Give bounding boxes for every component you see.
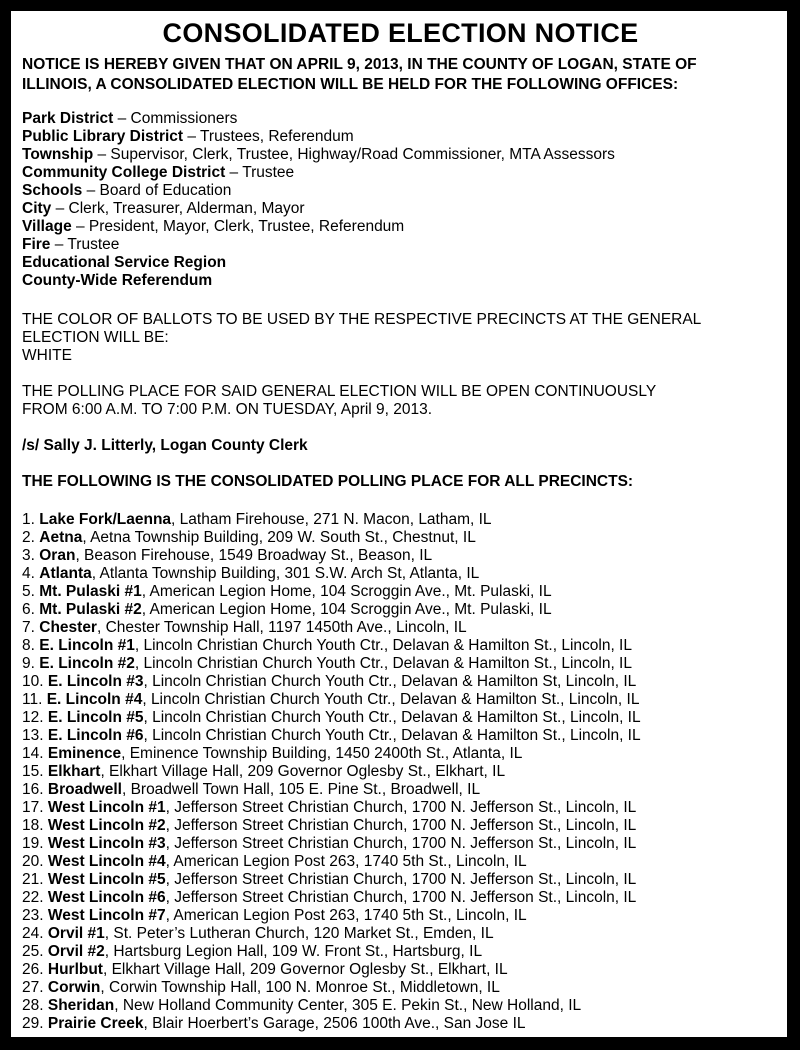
precinct-number: 13. [22, 727, 44, 744]
precinct-name: Mt. Pulaski #2 [39, 601, 142, 618]
precinct-item [22, 889, 779, 907]
office-name: City [22, 200, 52, 217]
precinct-number: 27. [22, 979, 44, 996]
office-item [22, 218, 779, 236]
intro-line: NOTICE IS HEREBY GIVEN THAT ON APRIL 9, 2013, IN THE COUNTY OF LOGAN, STATE OF [22, 56, 697, 73]
precinct-location: , Lincoln Christian Church Youth Ctr., Delavan & Hamilton St, Lincoln, IL [143, 673, 637, 690]
office-roles: – Trustee [225, 164, 295, 181]
precinct-number: 5. [22, 583, 35, 600]
precinct-number: 14. [22, 745, 44, 762]
precinct-name: West Lincoln #1 [47, 799, 166, 816]
precinct-number: 16. [22, 781, 44, 798]
precinct-item [22, 961, 779, 979]
precinct-name: E. Lincoln #2 [39, 655, 135, 672]
ballot-color-line: ELECTION WILL BE: [22, 329, 169, 346]
precinct-location: , American Legion Home, 104 Scroggin Ave., Mt. Pulaski, IL [141, 583, 552, 600]
precinct-location: , American Legion Post 263, 1740 5th St., Lincoln, IL [165, 907, 527, 924]
precinct-location: , Lincoln Christian Church Youth Ctr., Delavan & Hamilton St., Lincoln, IL [134, 637, 632, 654]
office-roles: – Trustee [50, 236, 120, 253]
office-item [22, 128, 779, 146]
precinct-location: , Aetna Township Building, 209 W. South St., Chestnut, IL [82, 529, 476, 546]
precinct-location: , Jefferson Street Christian Church, 1700 N. Jefferson St., Lincoln, IL [165, 835, 637, 852]
precinct-name: Corwin [47, 979, 101, 996]
precinct-number: 3. [22, 547, 35, 564]
precinct-item [22, 871, 779, 889]
precinct-name: West Lincoln #7 [47, 907, 166, 924]
precinct-item [22, 979, 779, 997]
precinct-location: , Lincoln Christian Church Youth Ctr., Delavan & Hamilton St., Lincoln, IL [143, 727, 641, 744]
precinct-name: E. Lincoln #6 [47, 727, 144, 744]
clerk-signature: /s/ Sally J. Litterly, Logan County Clerk [22, 437, 308, 454]
precinct-item [22, 529, 779, 547]
office-item [22, 236, 779, 254]
precinct-number: 29. [22, 1015, 44, 1032]
precinct-number: 23. [22, 907, 44, 924]
office-name: Village [22, 218, 72, 235]
precinct-number: 25. [22, 943, 44, 960]
office-roles: – Commissioners [113, 110, 238, 127]
precinct-item [22, 673, 779, 691]
precinct-item [22, 583, 779, 601]
office-roles: – Trustees, Referendum [183, 128, 354, 145]
precinct-item [22, 511, 779, 529]
office-item [22, 164, 779, 182]
office-roles: – Clerk, Treasurer, Alderman, Mayor [51, 200, 305, 217]
precinct-name: Oran [39, 547, 76, 564]
precinct-number: 2. [22, 529, 35, 546]
precinct-number: 24. [22, 925, 44, 942]
precinct-item [22, 835, 779, 853]
precinct-name: Chester [39, 619, 97, 636]
precinct-name: Atlanta [39, 565, 92, 582]
precinct-location: , Broadwell Town Hall, 105 E. Pine St., Broadwell, IL [121, 781, 481, 798]
precinct-name: Elkhart [47, 763, 101, 780]
precinct-item [22, 547, 779, 565]
precinct-item [22, 925, 779, 943]
office-item [22, 272, 779, 290]
precinct-name: Mt. Pulaski #1 [39, 583, 142, 600]
office-item [22, 110, 779, 128]
precinct-name: E. Lincoln #1 [39, 637, 135, 654]
precinct-number: 6. [22, 601, 35, 618]
precinct-name: E. Lincoln #4 [46, 691, 143, 708]
page-title: CONSOLIDATED ELECTION NOTICE [162, 18, 639, 48]
precinct-location: , Eminence Township Building, 1450 2400th St., Atlanta, IL [121, 745, 523, 762]
precinct-number: 1. [22, 511, 35, 528]
precinct-number: 19. [22, 835, 44, 852]
precinct-location: , American Legion Home, 104 Scroggin Ave., Mt. Pulaski, IL [141, 601, 552, 618]
precinct-location: , Beason Firehouse, 1549 Broadway St., Beason, IL [75, 547, 433, 564]
precinct-number: 11. [22, 691, 43, 708]
intro-paragraph [22, 55, 779, 95]
precinct-number: 10. [22, 673, 44, 690]
precinct-item [22, 637, 779, 655]
precinct-name: E. Lincoln #5 [47, 709, 144, 726]
precinct-name: Lake Fork/Laenna [39, 511, 172, 528]
office-item [22, 200, 779, 218]
precinct-item [22, 727, 779, 745]
precincts-heading: THE FOLLOWING IS THE CONSOLIDATED POLLING PLACE FOR ALL PRECINCTS: [22, 473, 634, 490]
office-name: County-Wide Referendum [22, 272, 213, 289]
precinct-number: 20. [22, 853, 44, 870]
ballot-color-line: THE COLOR OF BALLOTS TO BE USED BY THE RESPECTIVE PRECINCTS AT THE GENERAL [22, 311, 702, 328]
office-roles: – Supervisor, Clerk, Trustee, Highway/Road Commissioner, MTA Assessors [93, 146, 615, 163]
precinct-name: West Lincoln #6 [47, 889, 166, 906]
precinct-number: 12. [22, 709, 44, 726]
office-name: Community College District [22, 164, 226, 181]
precinct-number: 22. [22, 889, 44, 906]
precinct-name: Orvil #1 [47, 925, 105, 942]
precinct-name: West Lincoln #3 [47, 835, 166, 852]
precinct-name: West Lincoln #2 [47, 817, 166, 834]
precinct-item [22, 655, 779, 673]
precinct-name: Orvil #2 [47, 943, 105, 960]
office-name: Public Library District [22, 128, 184, 145]
precinct-location: , Lincoln Christian Church Youth Ctr., Delavan & Hamilton St., Lincoln, IL [134, 655, 632, 672]
precinct-location: , Jefferson Street Christian Church, 1700 N. Jefferson St., Lincoln, IL [165, 799, 637, 816]
office-item [22, 146, 779, 164]
ballot-color-line: WHITE [22, 347, 72, 364]
office-name: Fire [22, 236, 51, 253]
polling-hours-line: THE POLLING PLACE FOR SAID GENERAL ELECTION WILL BE OPEN CONTINUOUSLY [22, 383, 657, 400]
precinct-item [22, 745, 779, 763]
precinct-number: 28. [22, 997, 44, 1014]
precinct-location: , New Holland Community Center, 305 E. Pekin St., New Holland, IL [114, 997, 582, 1014]
polling-hours-line: FROM 6:00 A.M. TO 7:00 P.M. ON TUESDAY, April 9, 2013. [22, 401, 433, 418]
precinct-name: Prairie Creek [47, 1015, 144, 1032]
office-name: Schools [22, 182, 83, 199]
office-name: Park District [22, 110, 114, 127]
precinct-location: , Elkhart Village Hall, 209 Governor Oglesby St., Elkhart, IL [102, 961, 508, 978]
precinct-number: 17. [22, 799, 44, 816]
precinct-location: , Hartsburg Legion Hall, 109 W. Front St., Hartsburg, IL [104, 943, 483, 960]
polling-hours-paragraph [22, 383, 779, 419]
precinct-number: 18. [22, 817, 44, 834]
precinct-item [22, 565, 779, 583]
precinct-number: 26. [22, 961, 44, 978]
precinct-item [22, 1015, 779, 1033]
precinct-name: Broadwell [47, 781, 122, 798]
precinct-location: , Blair Hoerbert’s Garage, 2506 100th Ave., San Jose IL [143, 1015, 526, 1032]
precinct-number: 21. [22, 871, 44, 888]
office-roles: – President, Mayor, Clerk, Trustee, Referendum [71, 218, 405, 235]
office-item [22, 182, 779, 200]
precinct-item [22, 853, 779, 871]
precinct-item [22, 763, 779, 781]
precinct-item [22, 943, 779, 961]
precinct-number: 15. [22, 763, 44, 780]
precinct-location: , St. Peter’s Lutheran Church, 120 Market St., Emden, IL [104, 925, 494, 942]
precinct-item [22, 601, 779, 619]
precinct-location: , Lincoln Christian Church Youth Ctr., Delavan & Hamilton St., Lincoln, IL [143, 709, 641, 726]
offices-list [22, 110, 779, 290]
precinct-name: E. Lincoln #3 [47, 673, 144, 690]
precinct-item [22, 781, 779, 799]
office-item [22, 254, 779, 272]
precinct-name: Aetna [39, 529, 83, 546]
office-name: Township [22, 146, 94, 163]
precinct-location: , American Legion Post 263, 1740 5th St., Lincoln, IL [165, 853, 527, 870]
intro-line: ILLINOIS, A CONSOLIDATED ELECTION WILL BE HELD FOR THE FOLLOWING OFFICES: [22, 76, 679, 93]
precinct-item [22, 997, 779, 1015]
precinct-location: , Jefferson Street Christian Church, 1700 N. Jefferson St., Lincoln, IL [165, 871, 637, 888]
precinct-item [22, 691, 779, 709]
precinct-name: West Lincoln #4 [47, 853, 166, 870]
precinct-item [22, 799, 779, 817]
precinct-name: Hurlbut [47, 961, 103, 978]
office-roles: – Board of Education [82, 182, 232, 199]
ballot-color-paragraph [22, 311, 779, 365]
precinct-location: , Jefferson Street Christian Church, 1700 N. Jefferson St., Lincoln, IL [165, 817, 637, 834]
precinct-number: 7. [22, 619, 35, 636]
office-name: Educational Service Region [22, 254, 227, 271]
precinct-name: West Lincoln #5 [47, 871, 166, 888]
precinct-location: , Atlanta Township Building, 301 S.W. Arch St, Atlanta, IL [91, 565, 480, 582]
precinct-number: 8. [22, 637, 35, 654]
precinct-location: , Lincoln Christian Church Youth Ctr., Delavan & Hamilton St., Lincoln, IL [142, 691, 640, 708]
precinct-item [22, 907, 779, 925]
notice-page [11, 11, 787, 1037]
precinct-item [22, 817, 779, 835]
precinct-number: 4. [22, 565, 35, 582]
precinct-location: , Elkhart Village Hall, 209 Governor Oglesby St., Elkhart, IL [100, 763, 506, 780]
precinct-location: , Chester Township Hall, 1197 1450th Ave., Lincoln, IL [96, 619, 467, 636]
precinct-location: , Latham Firehouse, 271 N. Macon, Latham, IL [171, 511, 492, 528]
precinct-item [22, 709, 779, 727]
precincts-list [22, 511, 779, 1033]
precinct-location: , Jefferson Street Christian Church, 1700 N. Jefferson St., Lincoln, IL [165, 889, 637, 906]
precinct-name: Sheridan [47, 997, 115, 1014]
precinct-location: , Corwin Township Hall, 100 N. Monroe St., Middletown, IL [100, 979, 500, 996]
precinct-number: 9. [22, 655, 35, 672]
precinct-name: Eminence [47, 745, 122, 762]
precinct-item [22, 619, 779, 637]
